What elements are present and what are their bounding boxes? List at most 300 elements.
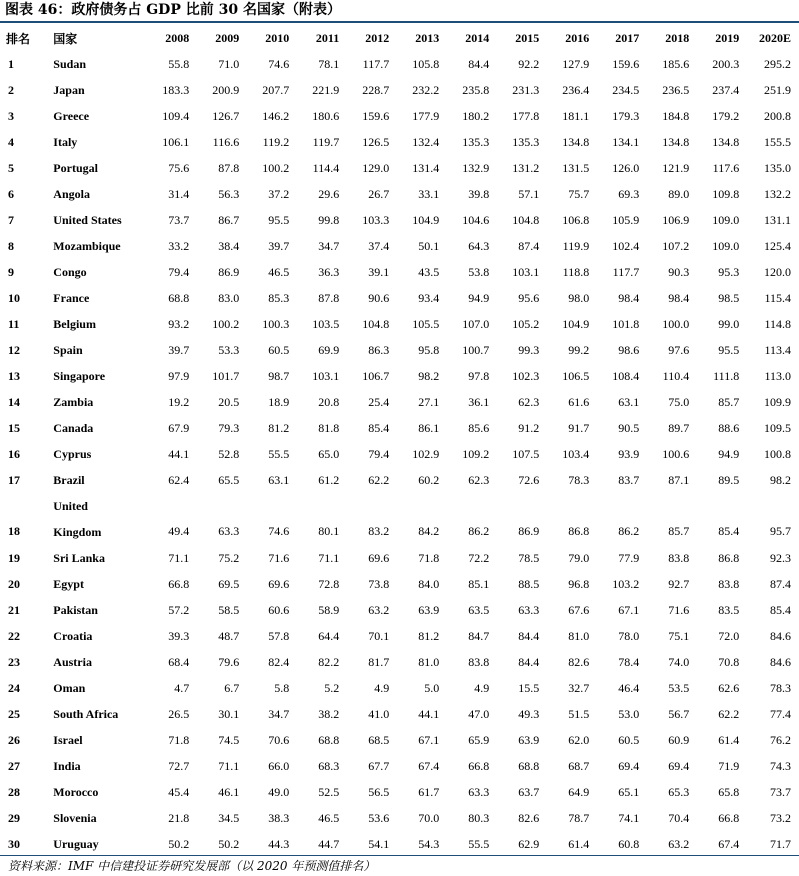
table-row [0,181,799,207]
country-cell: Slovenia [53,810,97,825]
value-cell: 131.5 [562,160,590,175]
value-cell: 121.9 [662,160,690,175]
value-cell: 95.6 [518,290,540,305]
value-cell: 95.7 [770,524,791,538]
value-cell: 63.7 [518,784,540,799]
value-cell: 106.8 [562,212,590,227]
table-row [0,545,799,571]
value-cell: 51.5 [568,706,590,721]
value-cell: 90.5 [618,420,640,435]
value-cell: 62.0 [568,732,590,747]
value-cell: 78.0 [618,628,640,643]
value-cell: 109.4 [162,108,190,123]
value-cell: 61.7 [418,784,440,799]
header-year: 2014 [465,30,490,45]
table-row [0,311,799,337]
value-cell: 159.6 [612,56,640,71]
table-row [0,597,799,623]
value-cell: 60.5 [618,732,640,747]
rank-cell: 21 [8,602,20,617]
header-year: 2009 [215,30,240,45]
value-cell: 83.8 [718,576,740,591]
value-cell: 95.5 [268,212,290,227]
value-cell: 180.6 [312,108,340,123]
value-cell: 48.7 [218,628,240,643]
value-cell: 70.8 [718,654,740,669]
value-cell: 101.8 [612,316,640,331]
value-cell: 185.6 [662,56,690,71]
header-year: 2018 [665,30,690,45]
value-cell: 19.2 [168,394,190,409]
value-cell: 117.7 [362,56,390,71]
header-year: 2013 [415,30,440,45]
value-cell: 117.7 [612,264,640,279]
rank-cell: 30 [8,836,20,851]
value-cell: 68.4 [168,654,190,669]
country-cell: Zambia [53,394,94,409]
value-cell: 65.1 [618,784,640,799]
value-cell: 33.2 [168,238,190,253]
value-cell: 67.6 [568,602,590,617]
value-cell: 70.0 [418,810,440,825]
value-cell: 97.6 [668,342,690,357]
value-cell: 89.5 [718,472,740,487]
rank-cell: 14 [8,394,20,409]
table-row [0,51,799,77]
value-cell: 98.5 [718,290,740,305]
value-cell: 52.5 [318,784,340,799]
value-cell: 81.2 [418,628,440,643]
value-cell: 181.1 [562,108,590,123]
value-cell: 98.4 [618,290,640,305]
value-cell: 100.6 [662,446,690,461]
country-cell: South Africa [53,706,119,721]
bottom-rule [0,855,799,856]
value-cell: 100.7 [462,342,490,357]
value-cell: 106.7 [362,368,390,383]
value-cell: 93.2 [168,316,190,331]
value-cell: 105.8 [412,56,440,71]
value-cell: 20.5 [218,394,240,409]
rank-cell: 26 [8,732,20,747]
value-cell: 104.8 [512,212,540,227]
value-cell: 47.0 [468,706,490,721]
value-cell: 135.3 [462,134,490,149]
value-cell: 68.8 [318,732,340,747]
value-cell: 36.1 [468,394,490,409]
value-cell: 84.0 [418,576,440,591]
value-cell: 84.4 [518,654,540,669]
table-row [0,207,799,233]
header-year: 2012 [365,30,390,45]
value-cell: 49.4 [168,524,190,538]
value-cell: 86.8 [718,550,740,565]
value-cell: 80.3 [468,810,490,825]
value-cell: 21.8 [168,810,190,825]
country-cell: Uruguay [53,836,99,851]
table-row [0,675,799,701]
value-cell: 87.4 [518,238,540,253]
value-cell: 46.5 [268,264,290,279]
value-cell: 74.0 [668,654,690,669]
value-cell: 79.0 [568,550,590,565]
rank-cell: 13 [8,368,20,383]
value-cell: 38.4 [218,238,240,253]
value-cell: 39.3 [168,628,190,643]
value-cell: 31.4 [168,186,190,201]
value-cell: 120.0 [764,264,791,279]
value-cell: 5.0 [424,680,440,695]
value-cell: 100.8 [764,446,791,461]
value-cell: 179.3 [612,108,640,123]
value-cell: 131.4 [412,160,440,175]
value-cell: 34.7 [268,706,290,721]
header-year: 2016 [565,30,590,45]
value-cell: 37.2 [268,186,290,201]
value-cell: 100.3 [262,316,290,331]
value-cell: 63.2 [368,602,390,617]
rank-cell: 18 [8,524,20,538]
value-cell: 77.4 [770,706,791,721]
value-cell: 64.9 [568,784,590,799]
value-cell: 118.8 [562,264,590,279]
country-cell: Sudan [53,56,86,71]
rank-cell: 19 [8,550,20,565]
rank-cell: 8 [8,238,14,253]
value-cell: 100.2 [262,160,290,175]
value-cell: 110.4 [662,368,690,383]
country-cell: Italy [53,134,78,149]
value-cell: 221.9 [312,82,340,97]
rank-cell: 15 [8,420,20,435]
value-cell: 200.3 [712,56,740,71]
header-country: 国家 [53,31,78,46]
table-header [0,25,799,51]
value-cell: 69.5 [218,576,240,591]
value-cell: 39.8 [468,186,490,201]
value-cell: 61.2 [318,472,340,487]
value-cell: 251.9 [764,82,791,97]
value-cell: 109.5 [764,420,791,435]
value-cell: 71.6 [668,602,690,617]
value-cell: 63.3 [518,602,540,617]
value-cell: 86.1 [418,420,440,435]
value-cell: 96.8 [568,576,590,591]
country-cell: India [53,758,81,773]
value-cell: 86.3 [368,342,390,357]
value-cell: 102.9 [412,446,440,461]
value-cell: 91.7 [568,420,590,435]
value-cell: 68.5 [368,732,390,747]
table-row [0,77,799,103]
value-cell: 62.3 [518,394,540,409]
value-cell: 45.4 [168,784,190,799]
value-cell: 87.4 [770,576,791,591]
value-cell: 92.3 [770,550,791,565]
value-cell: 60.8 [618,836,640,851]
value-cell: 84.7 [468,628,490,643]
rank-cell: 7 [8,212,14,227]
value-cell: 63.1 [618,394,640,409]
value-cell: 85.4 [718,524,740,538]
value-cell: 50.2 [218,836,240,851]
value-cell: 106.1 [162,134,190,149]
table-row [0,753,799,779]
value-cell: 84.4 [518,628,540,643]
value-cell: 82.4 [268,654,290,669]
value-cell: 4.9 [474,680,490,695]
value-cell: 119.7 [312,134,340,149]
value-cell: 81.0 [568,628,590,643]
country-cell: Brazil [53,472,85,487]
value-cell: 71.0 [218,56,240,71]
value-cell: 61.6 [568,394,590,409]
country-cell: Canada [53,420,94,435]
value-cell: 38.3 [268,810,290,825]
value-cell: 100.2 [212,316,240,331]
table-row [0,467,799,493]
value-cell: 98.2 [418,368,440,383]
table-row [0,831,799,857]
value-cell: 87.8 [318,290,340,305]
table-row [0,571,799,597]
table-title: 图表 46：政府债务占 GDP 比前 30 名国家（附表） [5,2,341,18]
table-body [0,51,799,857]
value-cell: 109.0 [712,212,740,227]
value-cell: 63.3 [218,524,240,538]
value-cell: 68.7 [568,758,590,773]
value-cell: 69.6 [368,550,390,565]
value-cell: 86.9 [518,524,540,538]
value-cell: 56.7 [668,706,690,721]
value-cell: 134.8 [662,134,690,149]
value-cell: 20.8 [318,394,340,409]
rank-cell: 16 [8,446,20,461]
value-cell: 113.0 [764,368,791,383]
value-cell: 78.7 [568,810,590,825]
value-cell: 103.1 [512,264,540,279]
value-cell: 93.9 [618,446,640,461]
value-cell: 72.6 [518,472,540,487]
value-cell: 109.0 [712,238,740,253]
rank-cell: 24 [8,680,20,695]
value-cell: 69.4 [668,758,690,773]
value-cell: 103.1 [312,368,340,383]
value-cell: 107.0 [462,316,490,331]
value-cell: 78.4 [618,654,640,669]
value-cell: 75.2 [218,550,240,565]
value-cell: 85.7 [718,394,740,409]
value-cell: 75.0 [668,394,690,409]
value-cell: 85.4 [368,420,390,435]
table-row [0,441,799,467]
value-cell: 94.9 [718,446,740,461]
value-cell: 105.9 [612,212,640,227]
rank-cell: 22 [8,628,20,643]
value-cell: 54.3 [418,836,440,851]
value-cell: 67.4 [718,836,740,851]
value-cell: 101.7 [212,368,240,383]
value-cell: 84.6 [770,654,791,669]
value-cell: 72.8 [318,576,340,591]
value-cell: 94.9 [468,290,490,305]
value-cell: 83.7 [618,472,640,487]
country-cell: Israel [53,732,83,747]
value-cell: 78.3 [770,680,791,695]
value-cell: 78.5 [518,550,540,565]
value-cell: 46.1 [218,784,240,799]
table-row [0,363,799,389]
value-cell: 73.7 [168,212,190,227]
table-row [0,493,799,545]
value-cell: 82.6 [518,810,540,825]
value-cell: 114.4 [312,160,340,175]
value-cell: 106.9 [662,212,690,227]
rank-cell: 5 [8,160,14,175]
value-cell: 184.8 [662,108,690,123]
value-cell: 84.2 [418,524,440,538]
value-cell: 65.9 [468,732,490,747]
rank-cell: 12 [8,342,20,357]
value-cell: 85.3 [268,290,290,305]
value-cell: 103.3 [362,212,390,227]
table-row [0,389,799,415]
table-row [0,259,799,285]
value-cell: 41.0 [368,706,390,721]
value-cell: 146.2 [262,108,290,123]
table-row [0,233,799,259]
header-year: 2019 [715,30,740,45]
value-cell: 104.8 [362,316,390,331]
value-cell: 62.3 [468,472,490,487]
value-cell: 73.7 [770,784,791,799]
value-cell: 69.9 [318,342,340,357]
value-cell: 135.3 [512,134,540,149]
table-row [0,129,799,155]
value-cell: 53.8 [468,264,490,279]
value-cell: 79.4 [368,446,390,461]
value-cell: 58.9 [318,602,340,617]
value-cell: 207.7 [262,82,290,97]
source-note: 资料来源：IMF 中信建投证券研究发展部（以 2020 年预测值排名） [8,859,376,873]
value-cell: 83.8 [668,550,690,565]
value-cell: 98.4 [668,290,690,305]
value-cell: 52.8 [218,446,240,461]
value-cell: 98.2 [770,472,791,487]
value-cell: 79.4 [168,264,190,279]
rank-cell: 23 [8,654,20,669]
value-cell: 81.7 [368,654,390,669]
value-cell: 132.2 [764,186,791,201]
value-cell: 87.1 [668,472,690,487]
value-cell: 75.6 [168,160,190,175]
value-cell: 4.9 [374,680,390,695]
value-cell: 73.2 [770,810,791,825]
country-cell: Sri Lanka [53,550,105,565]
country-cell: Belgium [53,316,96,331]
value-cell: 97.9 [168,368,190,383]
value-cell: 39.7 [268,238,290,253]
value-cell: 73.8 [368,576,390,591]
value-cell: 83.2 [368,524,390,538]
value-cell: 104.9 [412,212,440,227]
value-cell: 180.2 [462,108,490,123]
rank-cell: 25 [8,706,20,721]
value-cell: 71.7 [770,836,791,851]
value-cell: 95.3 [718,264,740,279]
value-cell: 83.5 [718,602,740,617]
value-cell: 67.1 [618,602,640,617]
value-cell: 33.1 [418,186,440,201]
value-cell: 85.6 [468,420,490,435]
value-cell: 155.5 [764,134,791,149]
country-cell: Croatia [53,628,93,643]
value-cell: 98.0 [568,290,590,305]
value-cell: 107.2 [662,238,690,253]
value-cell: 86.9 [218,264,240,279]
value-cell: 103.4 [562,446,590,461]
value-cell: 60.6 [268,602,290,617]
value-cell: 104.6 [462,212,490,227]
value-cell: 109.9 [764,394,791,409]
value-cell: 69.3 [618,186,640,201]
value-cell: 4.7 [174,680,190,695]
value-cell: 84.6 [770,628,791,643]
value-cell: 68.8 [518,758,540,773]
value-cell: 235.8 [462,82,490,97]
value-cell: 78.1 [318,56,340,71]
value-cell: 71.1 [218,758,240,773]
value-cell: 86.8 [568,524,590,538]
value-cell: 82.6 [568,654,590,669]
header-year: 2015 [515,30,540,45]
value-cell: 99.2 [568,342,590,357]
header-year: 2008 [165,30,190,45]
value-cell: 63.3 [468,784,490,799]
value-cell: 55.8 [168,56,190,71]
value-cell: 65.5 [218,472,240,487]
value-cell: 68.3 [318,758,340,773]
value-cell: 71.1 [318,550,340,565]
value-cell: 15.5 [518,680,540,695]
table-row [0,285,799,311]
value-cell: 71.1 [168,550,190,565]
value-cell: 46.4 [618,680,640,695]
value-cell: 103.5 [312,316,340,331]
country-cell: France [53,290,90,305]
value-cell: 99.3 [518,342,540,357]
header-year: 2011 [315,30,340,45]
value-cell: 84.4 [468,56,490,71]
value-cell: 127.9 [562,56,590,71]
value-cell: 93.4 [418,290,440,305]
value-cell: 86.2 [468,524,490,538]
value-cell: 74.6 [268,56,290,71]
value-cell: 91.2 [518,420,540,435]
value-cell: 115.4 [764,290,791,305]
value-cell: 66.0 [268,758,290,773]
country-cell: United Kingdom [53,499,102,539]
table-row [0,701,799,727]
rank-cell: 17 [8,472,20,487]
country-cell: Morocco [53,784,99,799]
value-cell: 74.3 [770,758,791,773]
value-cell: 109.8 [712,186,740,201]
value-cell: 29.6 [318,186,340,201]
value-cell: 72.0 [718,628,740,643]
header-year: 2010 [265,30,290,45]
header-rank: 排名 [6,31,31,46]
